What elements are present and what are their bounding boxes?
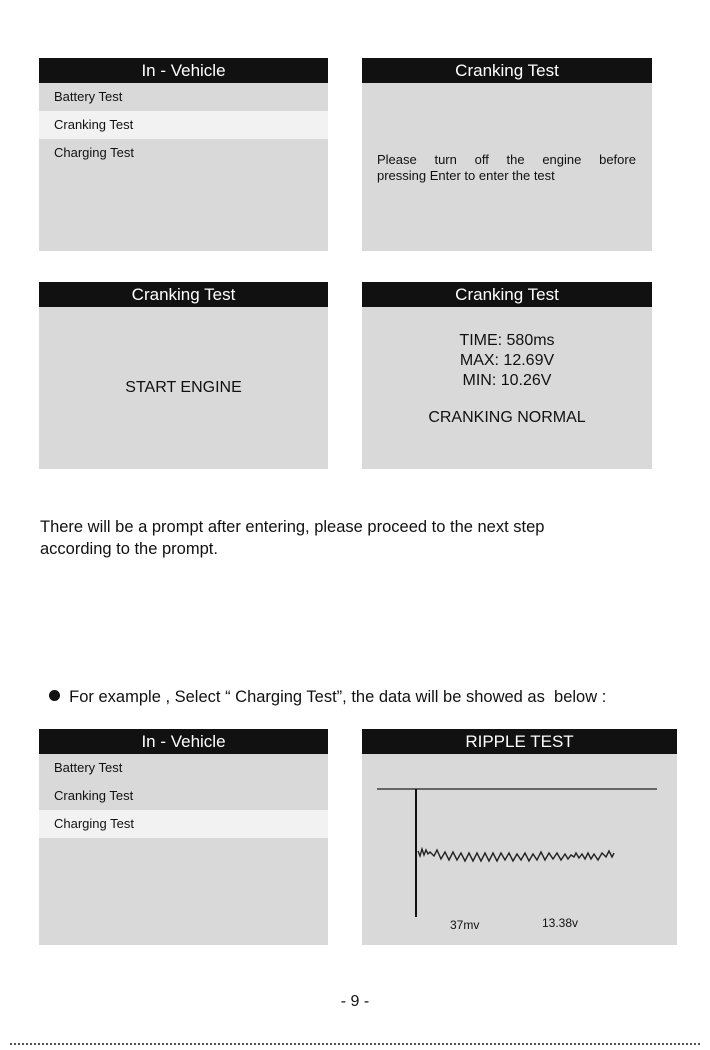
in-vehicle-screen-2 (39, 729, 328, 945)
max-readout: MAX: 12.69V (459, 352, 555, 369)
instruction-line-1 (377, 152, 636, 168)
instruction-word: off (474, 152, 489, 167)
ripple-graph (362, 729, 677, 945)
page-number: - 9 - (340, 993, 370, 1010)
menu-item-cranking-test[interactable]: Cranking Test (54, 788, 134, 803)
instruction-word: before (599, 152, 636, 167)
cranking-result-screen (362, 282, 652, 469)
menu-item-battery-test[interactable]: Battery Test (54, 89, 123, 104)
menu-item-charging-test[interactable]: Charging Test (54, 145, 134, 160)
menu-item-cranking-test[interactable]: Cranking Test (39, 111, 328, 139)
screen-title: Cranking Test (39, 282, 328, 307)
start-engine-screen (39, 282, 328, 469)
prompt-paragraph-line-1: There will be a prompt after entering, please proceed to the next step (40, 518, 545, 536)
instruction-word: Please (377, 152, 417, 167)
instruction-word: engine (542, 152, 582, 167)
bullet-icon (49, 690, 60, 701)
start-engine-message: START ENGINE (125, 379, 242, 396)
ripple-label: 37mv (450, 918, 480, 932)
cranking-instruction-screen (362, 58, 652, 251)
screen-title: In - Vehicle (39, 58, 328, 83)
bottom-border (10, 1043, 700, 1045)
cranking-status: CRANKING NORMAL (428, 409, 586, 426)
screen-title: Cranking Test (362, 282, 652, 307)
instruction-word: turn (434, 152, 457, 167)
screen-title: RIPPLE TEST (362, 729, 677, 754)
voltage-label: 13.38v (542, 916, 579, 930)
screen-title: Cranking Test (362, 58, 652, 83)
menu-item-charging-test[interactable]: Charging Test (39, 810, 328, 838)
in-vehicle-screen-1 (39, 58, 328, 251)
example-line (40, 666, 606, 708)
screen-title: In - Vehicle (39, 729, 328, 754)
prompt-paragraph-line-2: according to the prompt. (40, 540, 218, 558)
min-readout: MIN: 10.26V (462, 372, 552, 389)
instruction-line-2: pressing Enter to enter the test (377, 168, 555, 183)
example-text: For example , Select “ Charging Test”, the data will be showed as below : (69, 688, 607, 706)
time-readout: TIME: 580ms (459, 332, 555, 349)
menu-item-battery-test[interactable]: Battery Test (54, 760, 123, 775)
ripple-test-screen (362, 729, 677, 945)
instruction-word: the (506, 152, 525, 167)
ripple-waveform (418, 849, 614, 861)
